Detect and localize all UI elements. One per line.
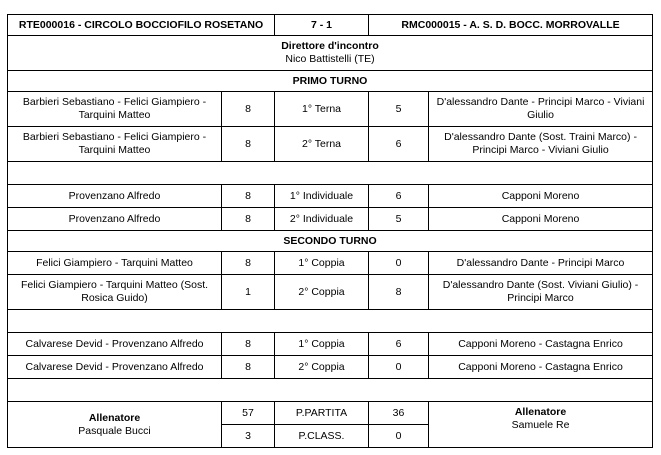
away-points-class: 0 [369, 425, 429, 448]
section-title-primo-turno: PRIMO TURNO [8, 71, 653, 92]
away-score: 6 [369, 127, 429, 162]
away-players: Capponi Moreno [429, 208, 653, 231]
home-players: Barbieri Sebastiano - Felici Giampiero - Tarquini Matteo [8, 127, 222, 162]
table-row [8, 252, 653, 275]
home-players: Barbieri Sebastiano - Felici Giampiero - Tarquini Matteo [8, 92, 222, 127]
match-score: 7 - 1 [275, 15, 369, 36]
section-row-secondo [8, 231, 653, 252]
spacer-cell [8, 310, 653, 333]
section-row-primo [8, 71, 653, 92]
home-team: RTE000016 - CIRCOLO BOCCIOFILO ROSETANO [8, 15, 275, 36]
away-score: 6 [369, 185, 429, 208]
home-score: 8 [222, 127, 275, 162]
away-players: Capponi Moreno - Castagna Enrico [429, 356, 653, 379]
away-score: 0 [369, 356, 429, 379]
table-row [8, 356, 653, 379]
home-score: 8 [222, 208, 275, 231]
game-label: 2° Terna [275, 127, 369, 162]
spacer-row [8, 162, 653, 185]
home-players: Calvarese Devid - Provenzano Alfredo [8, 333, 222, 356]
game-label: 1° Individuale [275, 185, 369, 208]
away-score: 6 [369, 333, 429, 356]
spacer-row [8, 310, 653, 333]
game-label: 2° Individuale [275, 208, 369, 231]
away-coach-name: Samuele Re [511, 419, 570, 431]
away-score: 5 [369, 208, 429, 231]
game-label: 2° Coppia [275, 275, 369, 310]
home-players: Provenzano Alfredo [8, 208, 222, 231]
match-report-table [7, 14, 653, 448]
home-score: 1 [222, 275, 275, 310]
home-players: Calvarese Devid - Provenzano Alfredo [8, 356, 222, 379]
away-score: 5 [369, 92, 429, 127]
home-score: 8 [222, 185, 275, 208]
home-score: 8 [222, 252, 275, 275]
game-label: 1° Coppia [275, 333, 369, 356]
away-coach-label: Allenatore [514, 406, 567, 418]
home-coach-cell [8, 402, 222, 448]
away-players: Capponi Moreno - Castagna Enrico [429, 333, 653, 356]
away-players: Capponi Moreno [429, 185, 653, 208]
away-score: 0 [369, 252, 429, 275]
table-row [8, 208, 653, 231]
game-label: 1° Coppia [275, 252, 369, 275]
away-team: RMC000015 - A. S. D. BOCC. MORROVALLE [369, 15, 653, 36]
home-points-class: 3 [222, 425, 275, 448]
away-points-partita: 36 [369, 402, 429, 425]
points-class-label: P.CLASS. [275, 425, 369, 448]
home-points-partita: 57 [222, 402, 275, 425]
table-row [8, 333, 653, 356]
header-row [8, 15, 653, 36]
director-label: Direttore d'incontro [281, 40, 379, 52]
section-title-secondo-turno: SECONDO TURNO [8, 231, 653, 252]
home-coach-label: Allenatore [88, 411, 141, 424]
away-players: D'alessandro Dante (Sost. Viviani Giulio) - Principi Marco [429, 275, 653, 310]
table-row [8, 275, 653, 310]
away-players: D'alessandro Dante - Principi Marco [429, 252, 653, 275]
table-row [8, 92, 653, 127]
home-players: Provenzano Alfredo [8, 185, 222, 208]
away-coach-cell [429, 402, 653, 448]
away-score: 8 [369, 275, 429, 310]
spacer-cell [8, 379, 653, 402]
director-name: Nico Battistelli (TE) [285, 53, 375, 65]
spacer-row [8, 379, 653, 402]
director-cell [8, 36, 653, 71]
game-label: 1° Terna [275, 92, 369, 127]
home-players: Felici Giampiero - Tarquini Matteo [8, 252, 222, 275]
home-score: 8 [222, 333, 275, 356]
spacer-cell [8, 162, 653, 185]
home-score: 8 [222, 92, 275, 127]
table-row [8, 127, 653, 162]
away-players: D'alessandro Dante (Sost. Traini Marco) - Principi Marco - Viviani Giulio [429, 127, 653, 162]
table-row [8, 185, 653, 208]
game-label: 2° Coppia [275, 356, 369, 379]
away-players: D'alessandro Dante - Principi Marco - Viviani Giulio [429, 92, 653, 127]
home-players: Felici Giampiero - Tarquini Matteo (Sost. Rosica Guido) [8, 275, 222, 310]
points-partita-label: P.PARTITA [275, 402, 369, 425]
home-coach-name: Pasquale Bucci [78, 424, 151, 437]
director-row [8, 36, 653, 71]
home-score: 8 [222, 356, 275, 379]
footer-row-partita [8, 402, 653, 425]
